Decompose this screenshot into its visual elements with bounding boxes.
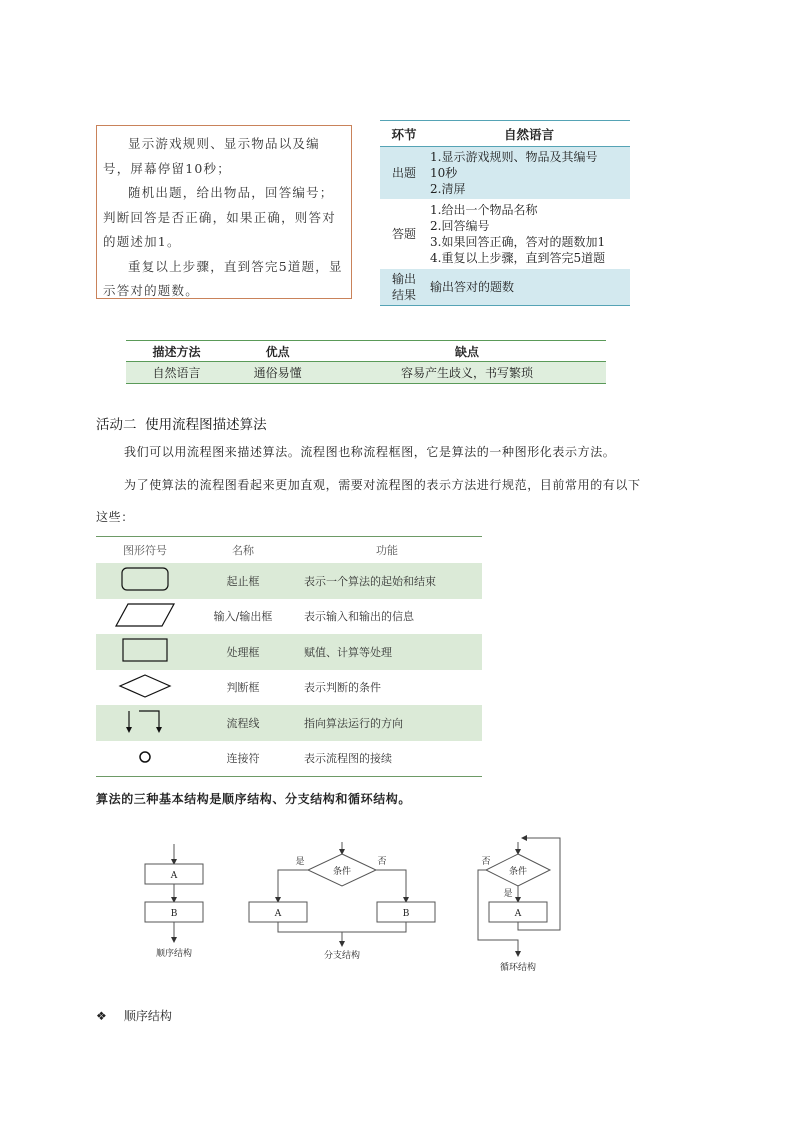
rectangle-icon [121, 637, 169, 663]
table-row [380, 147, 630, 200]
header-name: 名称 [194, 537, 292, 564]
loop-yes: 是 [503, 889, 513, 899]
line: 10秒 [430, 166, 458, 180]
structures-sentence: 算法的三种基本结构是顺序结构、分支结构和循环结构。 [96, 792, 412, 806]
seq-box-b: B [170, 909, 178, 919]
symbol-name: 流程线 [194, 705, 292, 741]
symbol-cell [96, 705, 194, 741]
header-function: 功能 [292, 537, 482, 564]
line: 4.重复以上步骤，直到答完5道题 [430, 251, 606, 265]
loop-box-a: A [514, 909, 522, 919]
cell-method: 自然语言 [126, 362, 227, 384]
rounded-rect-icon [120, 566, 170, 592]
loop-label: 循环结构 [499, 963, 537, 973]
symbol-name: 判断框 [226, 681, 260, 695]
table-row [380, 269, 630, 306]
symbol-cell [96, 599, 194, 635]
diamond-icon [118, 673, 172, 699]
bullet-heading [96, 1007, 172, 1024]
header-method: 描述方法 [126, 341, 227, 362]
header-stage: 环节 [391, 126, 417, 142]
natural-language-table [380, 120, 630, 306]
symbol-function: 表示一个算法的起始和结束 [292, 563, 482, 599]
paragraph-2-line-2: 这些： [96, 510, 134, 524]
paragraph-1: 我们可以用流程图来描述算法。流程图也称流程框图，它是算法的一种图形化表示方法。 [124, 445, 616, 459]
line: 3.如果回答正确，答对的题数加1 [430, 235, 606, 249]
table-header-row [126, 341, 606, 362]
flow-line-icon [125, 707, 165, 735]
table-row [96, 670, 482, 706]
game-rule-box [96, 125, 352, 299]
line: 结果 [391, 288, 416, 302]
symbol-function: 表示输入和输出的信息 [304, 610, 414, 624]
line: 2.回答编号 [430, 219, 490, 233]
bullet-heading-text: 顺序结构 [123, 1009, 172, 1023]
stage-description: 输出答对的题数 [430, 280, 515, 294]
table-header-row [380, 121, 630, 147]
rule-paragraph-1: 显示游戏规则、显示物品以及编号，屏幕停留10秒； [103, 136, 320, 176]
stage-description [428, 147, 630, 200]
header-symbol: 图形符号 [96, 537, 194, 564]
symbol-name: 处理框 [194, 634, 292, 670]
table-row [380, 199, 630, 269]
loop-condition: 条件 [508, 867, 528, 877]
cell-advantage: 通俗易懂 [227, 362, 328, 384]
symbol-function: 表示流程图的接续 [292, 741, 482, 777]
branch-no: 否 [377, 857, 387, 867]
line: 输出 [391, 272, 416, 286]
branch-yes: 是 [295, 857, 305, 867]
stage-label: 出题 [391, 166, 416, 180]
table-row [96, 741, 482, 777]
stage-label: 答题 [391, 227, 416, 241]
branch-condition: 条件 [332, 867, 352, 877]
symbol-cell [96, 634, 194, 670]
method-comparison-table [126, 340, 606, 384]
seq-box-a: A [170, 871, 178, 881]
header-advantage: 优点 [227, 341, 328, 362]
line: 1.显示游戏规则、物品及其编号 [430, 150, 598, 164]
stage-description [428, 199, 630, 269]
diamond-bullet-icon: ❖ [96, 1009, 107, 1023]
three-structures-diagram [130, 830, 590, 980]
branch-box-b: B [402, 909, 410, 919]
flowchart-symbols-table [96, 536, 482, 777]
table-row [126, 362, 606, 384]
header-disadvantage: 缺点 [328, 341, 606, 362]
symbol-cell [96, 563, 194, 599]
loop-no: 否 [481, 857, 491, 867]
rule-paragraph-2: 随机出题，给出物品，回答编号；判断回答是否正确，如果正确，则答对的题述加1。 [103, 185, 336, 249]
table-row [96, 634, 482, 670]
symbol-name: 起止框 [194, 563, 292, 599]
symbol-function: 指向算法运行的方向 [292, 705, 482, 741]
circle-icon [137, 749, 153, 765]
symbol-function: 表示判断的条件 [304, 681, 381, 695]
symbol-cell [96, 741, 194, 777]
seq-label: 顺序结构 [155, 949, 193, 959]
parallelogram-icon [114, 602, 176, 628]
cell-disadvantage: 容易产生歧义，书写繁琐 [328, 362, 606, 384]
symbol-function: 赋值、计算等处理 [292, 634, 482, 670]
symbol-cell [96, 670, 194, 706]
paragraph-2-line-1: 为了使算法的流程图看起来更加直观，需要对流程图的表示方法进行规范，目前常用的有以下 [124, 478, 641, 492]
branch-label: 分支结构 [323, 951, 361, 961]
table-header-row [96, 537, 482, 564]
stage-label [380, 269, 428, 306]
symbol-name: 输入/输出框 [213, 610, 273, 624]
table-row [96, 705, 482, 741]
branch-box-a: A [274, 909, 282, 919]
symbol-name: 连接符 [194, 741, 292, 777]
table-row [96, 563, 482, 599]
section-title: 活动二 使用流程图描述算法 [96, 417, 267, 433]
rule-paragraph-3: 重复以上步骤，直到答完5道题，显示答对的题数。 [103, 258, 343, 298]
table-row [96, 599, 482, 635]
header-natural-language: 自然语言 [503, 126, 554, 142]
line: 1.给出一个物品名称 [430, 203, 538, 217]
line: 2.清屏 [430, 182, 466, 196]
